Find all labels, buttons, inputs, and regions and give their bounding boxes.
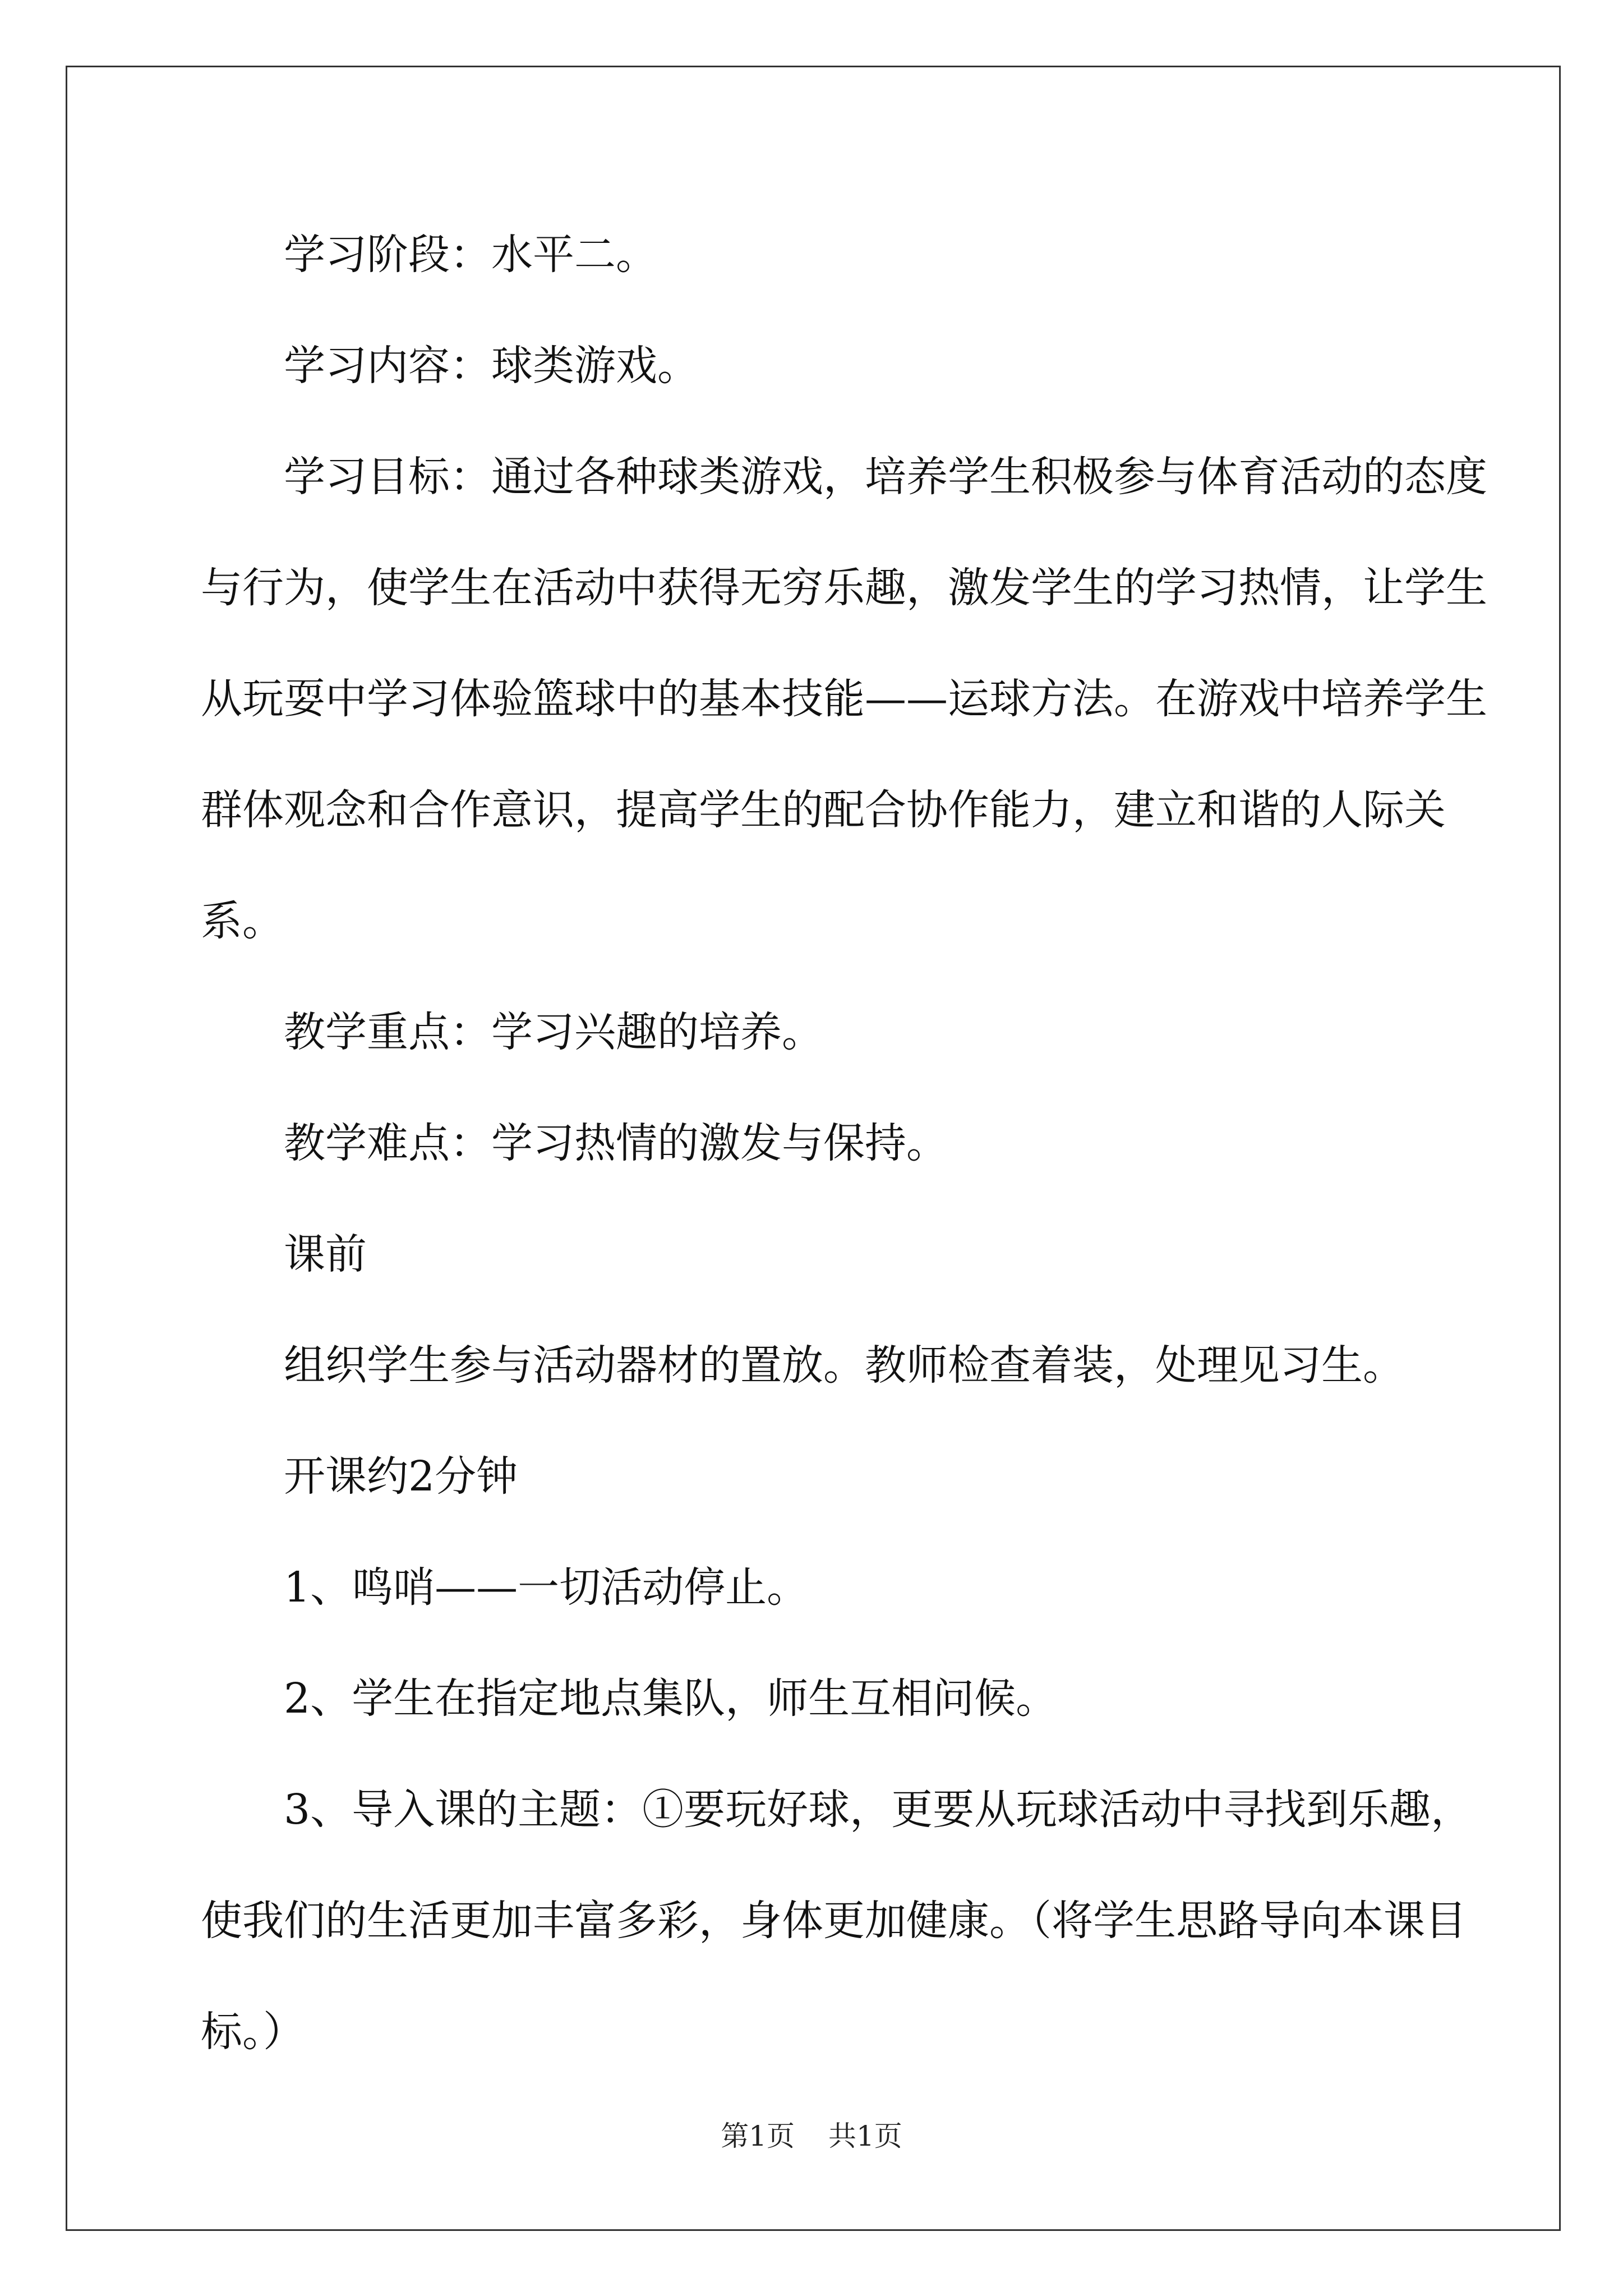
paragraph-teaching-focus: 教学重点：学习兴趣的培养。: [284, 1008, 823, 1056]
paragraph-opening: 开课约2分钟: [284, 1452, 518, 1501]
document-body: [201, 199, 1491, 2087]
paragraph-step-3: 3、导入课的主题：①要玩好球，更要从玩球活动中寻找到乐趣，使我们的生活更加丰富多彩，身体更加健康。（将学生思路导向本课目标。）: [201, 1786, 1473, 2056]
paragraph-before-class: 课前: [284, 1230, 367, 1278]
paragraph-learning-content: 学习内容：球类游戏。: [284, 342, 699, 390]
paragraph-teaching-difficulty: 教学难点：学习热情的激发与保持。: [284, 1119, 948, 1167]
page-footer: [0, 2119, 1623, 2153]
paragraph-step-2: 2、学生在指定地点集队，师生互相问候。: [284, 1674, 1058, 1723]
page-total: 共1页: [828, 2120, 902, 2152]
page-number: 第1页: [721, 2120, 795, 2152]
paragraph-equipment: 组织学生参与活动器材的置放。教师检查着装，处理见习生。: [284, 1341, 1404, 1389]
paragraph-learning-stage: 学习阶段：水平二。: [284, 231, 657, 279]
paragraph-learning-goals: 学习目标：通过各种球类游戏，培养学生积极参与体育活动的态度与行为，使学生在活动中获得无穷乐趣，激发学生的学习热情，让学生从玩耍中学习体验篮球中的基本技能——运球方法。在游戏中培养学生群体观念和合作意识，提高学生的配合协作能力，建立和谐的人际关系。: [201, 453, 1487, 945]
paragraph-step-1: 1、鸣哨——一切活动停止。: [284, 1563, 809, 1612]
